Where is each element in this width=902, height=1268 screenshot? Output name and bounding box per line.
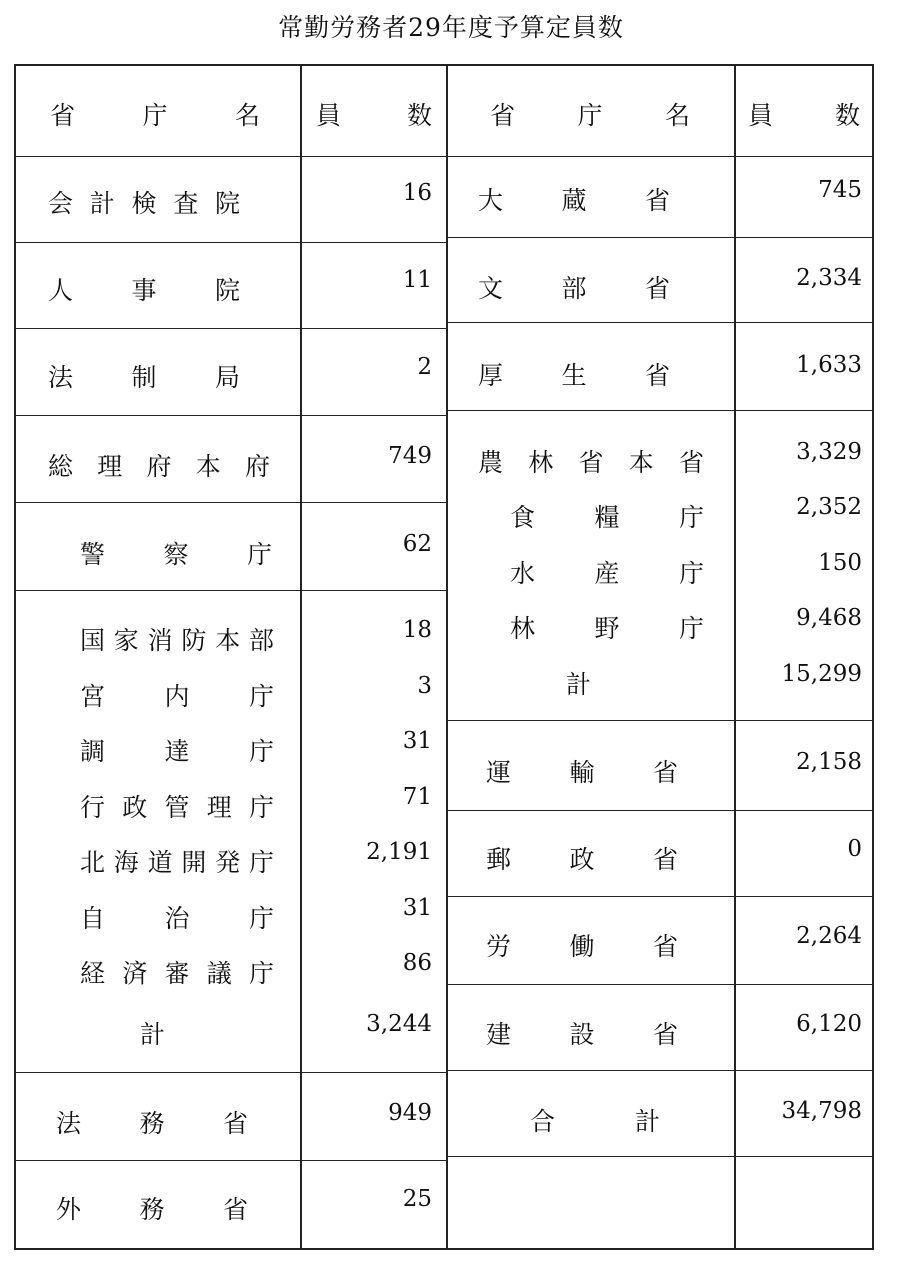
left-agency-name-1: 人 事 院 — [48, 276, 240, 305]
header-count-left: 員 数 — [316, 101, 432, 130]
right-count-11: 6,120 — [796, 1011, 862, 1037]
right-count-9: 0 — [847, 836, 862, 862]
left-count-2: 2 — [417, 354, 432, 380]
right-agency-name-0: 大 蔵 省 — [478, 186, 670, 215]
row-divider — [446, 410, 874, 411]
left-agency-name-7: 調 達 庁 — [80, 737, 274, 766]
row-divider — [14, 242, 446, 243]
left-agency-name-3: 総 理 府 本 府 — [48, 452, 270, 481]
left-count-11: 86 — [402, 950, 432, 976]
right-agency-name-7: 計 — [566, 670, 592, 699]
right-agency-name-5: 水 産 庁 — [510, 559, 704, 588]
row-divider — [446, 720, 874, 721]
row-divider — [446, 984, 874, 985]
left-count-10: 31 — [402, 895, 432, 921]
left-agency-name-5: 国 家 消 防 本 部 — [80, 626, 274, 655]
right-agency-name-9: 郵 政 省 — [486, 845, 678, 874]
left-agency-name-9: 北 海 道 開 発 庁 — [80, 848, 274, 877]
left-agency-name-6: 宮 内 庁 — [80, 682, 274, 711]
right-count-12: 34,798 — [781, 1098, 862, 1124]
right-agency-name-8: 運 輸 省 — [486, 758, 678, 787]
left-count-14: 25 — [402, 1186, 432, 1212]
left-agency-name-12: 計 — [140, 1020, 166, 1049]
left-count-0: 16 — [402, 180, 432, 206]
column-divider-3 — [734, 64, 736, 1250]
left-agency-name-14: 外 務 省 — [56, 1195, 248, 1224]
right-count-5: 150 — [818, 550, 862, 576]
left-count-8: 71 — [402, 784, 432, 810]
right-agency-name-1: 文 部 省 — [478, 274, 670, 303]
row-divider — [14, 415, 446, 416]
right-agency-name-11: 建 設 省 — [486, 1020, 678, 1049]
right-agency-name-12: 合 計 — [530, 1107, 660, 1136]
left-count-9: 2,191 — [366, 839, 432, 865]
row-divider — [446, 322, 874, 323]
row-divider — [14, 502, 446, 503]
right-count-10: 2,264 — [796, 923, 862, 949]
row-divider — [446, 1070, 874, 1071]
left-agency-name-4: 警 察 庁 — [80, 540, 272, 569]
page-title: 常勤労務者29年度予算定員数 — [278, 13, 624, 42]
right-count-4: 2,352 — [796, 494, 862, 520]
left-count-6: 3 — [417, 673, 432, 699]
right-count-3: 3,329 — [796, 439, 862, 465]
right-agency-name-4: 食 糧 庁 — [510, 503, 704, 532]
right-agency-name-6: 林 野 庁 — [510, 614, 704, 643]
row-divider — [14, 590, 446, 591]
column-divider-2 — [446, 64, 448, 1250]
left-count-5: 18 — [402, 617, 432, 643]
row-divider — [14, 1072, 446, 1073]
left-agency-name-11: 経 済 審 議 庁 — [80, 959, 274, 988]
left-agency-name-2: 法 制 局 — [48, 363, 240, 392]
row-divider — [446, 896, 874, 897]
row-divider — [446, 810, 874, 811]
header-agency-right: 省 庁 名 — [490, 101, 690, 130]
left-count-1: 11 — [402, 267, 432, 293]
left-count-12: 3,244 — [366, 1011, 432, 1037]
right-count-0: 745 — [818, 177, 862, 203]
right-count-1: 2,334 — [796, 265, 862, 291]
right-agency-name-3: 農 林 省 本 省 — [478, 448, 704, 477]
left-count-3: 749 — [388, 443, 432, 469]
left-count-7: 31 — [402, 728, 432, 754]
header-count-right: 員 数 — [748, 101, 860, 130]
row-divider — [446, 237, 874, 238]
right-count-7: 15,299 — [781, 661, 862, 687]
row-divider — [14, 156, 874, 157]
row-divider — [446, 1156, 874, 1157]
row-divider — [14, 328, 446, 329]
left-count-4: 62 — [402, 531, 432, 557]
right-count-2: 1,633 — [796, 352, 862, 378]
left-count-13: 949 — [388, 1100, 432, 1126]
right-agency-name-10: 労 働 省 — [486, 932, 678, 961]
row-divider — [14, 1160, 446, 1161]
left-agency-name-8: 行 政 管 理 庁 — [80, 793, 274, 822]
right-count-8: 2,158 — [796, 749, 862, 775]
header-agency-left: 省 庁 名 — [50, 101, 260, 130]
left-agency-name-13: 法 務 省 — [56, 1109, 248, 1138]
left-agency-name-10: 自 治 庁 — [80, 904, 274, 933]
right-agency-name-2: 厚 生 省 — [478, 361, 670, 390]
left-agency-name-0: 会 計 検 査 院 — [48, 189, 240, 218]
right-count-6: 9,468 — [796, 605, 862, 631]
